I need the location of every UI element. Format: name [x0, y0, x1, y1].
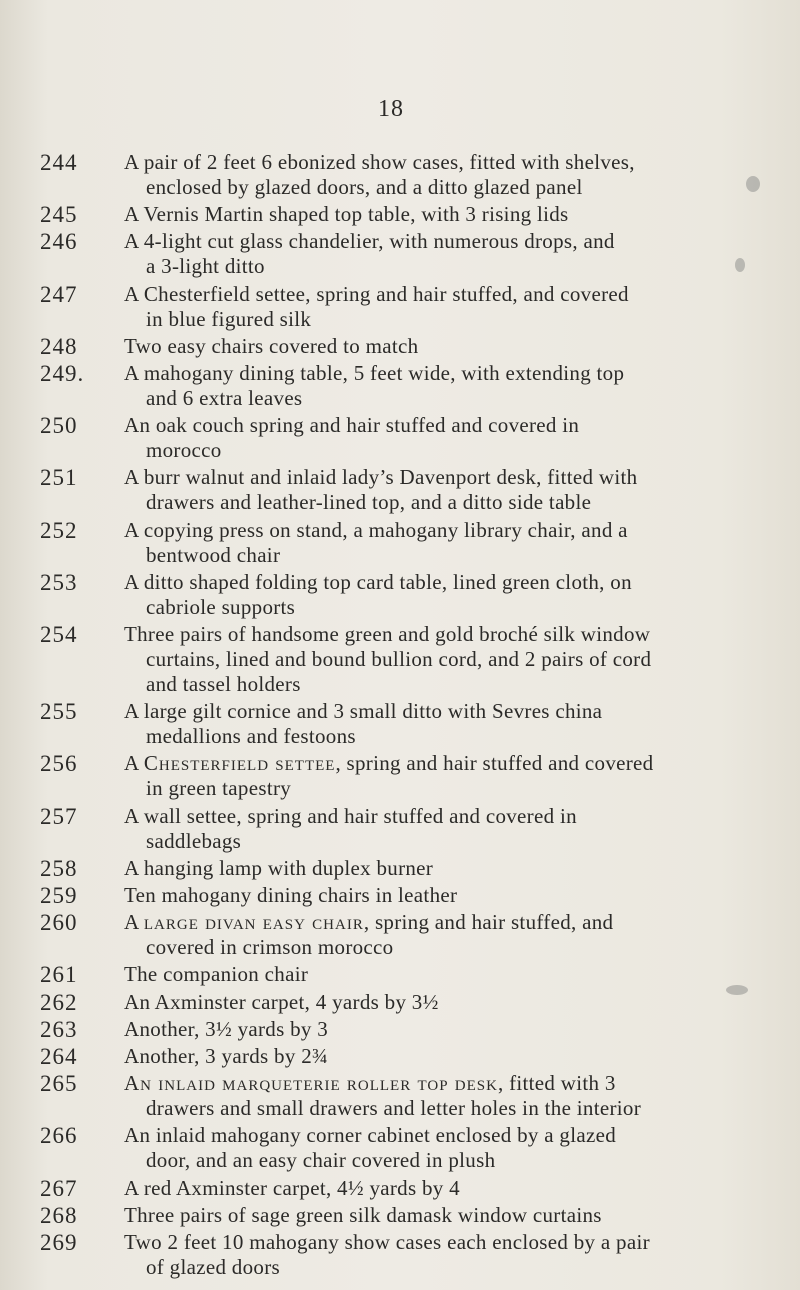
lot-number: 250: [40, 413, 78, 438]
lot-description-line: saddlebags: [146, 829, 242, 853]
lot-description: [124, 465, 684, 515]
lot-description-line: An inlaid mahogany corner cabinet enclosed by a glazed: [124, 1123, 617, 1147]
lot-description-line: bentwood chair: [146, 543, 281, 567]
lot-number: 251: [40, 465, 78, 490]
lot-description-line: door, and an easy chair covered in plush: [146, 1148, 496, 1172]
lot-description: [124, 518, 684, 568]
lot-number: 260: [40, 910, 78, 935]
lot-description: [124, 1044, 684, 1069]
page-number: 18: [378, 96, 404, 122]
lot-description: [124, 1017, 684, 1042]
lot-description-line: A copying press on stand, a mahogany library chair, and a: [124, 518, 628, 542]
lot-number: 247: [40, 282, 78, 307]
lot-description-line: covered in crimson morocco: [146, 935, 394, 959]
lot-number: 248: [40, 334, 78, 359]
lot-description: [124, 1203, 684, 1228]
lot-description: [124, 413, 684, 463]
lot-description: [124, 962, 684, 987]
lot-number: 245: [40, 202, 78, 227]
lot-description-line: curtains, lined and bound bullion cord, and 2 pairs of cord: [146, 647, 652, 671]
lot-description: [124, 883, 684, 908]
lot-description: [124, 804, 684, 854]
lot-number: 268: [40, 1203, 78, 1228]
lot-description-line: drawers and leather-lined top, and a ditto side table: [146, 490, 592, 514]
lot-description: [124, 990, 684, 1015]
lot-description-line: enclosed by glazed doors, and a ditto glazed panel: [146, 175, 583, 199]
lot-description: [124, 1176, 684, 1201]
lot-description-line: A Vernis Martin shaped top table, with 3 rising lids: [124, 202, 569, 226]
lot-description-line: medallions and festoons: [146, 724, 356, 748]
lot-description-line: and 6 extra leaves: [146, 386, 303, 410]
lot-description-line: A Chesterfield settee, spring and hair stuffed, and covered: [124, 282, 629, 306]
lot-description-line: Another, 3½ yards by 3: [124, 1017, 329, 1041]
lot-description-text: , fitted with 3: [497, 1071, 616, 1095]
lot-description-line: Two easy chairs covered to match: [124, 334, 419, 358]
lot-description: [124, 856, 684, 881]
lot-description-line: An oak couch spring and hair stuffed and covered in: [124, 413, 580, 437]
lot-description-line: of glazed doors: [146, 1255, 280, 1279]
lot-description-line: An Axminster carpet, 4 yards by 3½: [124, 990, 439, 1014]
lot-description: [124, 1123, 684, 1173]
lot-description: [124, 1071, 684, 1121]
lot-description-line: in green tapestry: [146, 776, 292, 800]
lot-number: 265: [40, 1071, 78, 1096]
lot-description-line: A wall settee, spring and hair stuffed and covered in: [124, 804, 577, 828]
lot-description-line: A burr walnut and inlaid lady’s Davenport desk, fitted with: [124, 465, 638, 489]
lot-description-line: A hanging lamp with duplex burner: [124, 856, 434, 880]
lot-number: 246: [40, 229, 78, 254]
lot-description-smallcaps: Chesterfield settee: [143, 751, 336, 775]
lot-description-line: Two 2 feet 10 mahogany show cases each enclosed by a pair: [124, 1230, 650, 1254]
lot-description-line: a 3-light ditto: [146, 254, 265, 278]
lot-description-line: cabriole supports: [146, 595, 296, 619]
lot-description-line: A 4-light cut glass chandelier, with numerous drops, and: [124, 229, 615, 253]
lot-number: 267: [40, 1176, 78, 1201]
lot-number: 269: [40, 1230, 78, 1255]
lot-description-smallcaps: large divan easy chair: [143, 910, 364, 934]
lot-number: 244: [40, 150, 78, 175]
lot-description-line: A ditto shaped folding top card table, lined green cloth, on: [124, 570, 632, 594]
lot-number: 258: [40, 856, 78, 881]
lot-number: 254: [40, 622, 78, 647]
lot-description: [124, 229, 684, 279]
lot-description: [124, 334, 684, 359]
lot-number: 255: [40, 699, 78, 724]
lot-number: 249.: [40, 361, 85, 386]
lot-description: [124, 282, 684, 332]
lot-description: [124, 1230, 684, 1280]
lot-number: 259: [40, 883, 78, 908]
lot-description: [124, 699, 684, 749]
lot-description-line: Three pairs of sage green silk damask window curtains: [124, 1203, 602, 1227]
lot-description-line: Ten mahogany dining chairs in leather: [124, 883, 458, 907]
lot-number: 266: [40, 1123, 78, 1148]
lot-description: [124, 361, 684, 411]
lot-number: 253: [40, 570, 78, 595]
paper-speck: [746, 176, 760, 192]
paper-speck: [735, 258, 745, 272]
lot-number: 256: [40, 751, 78, 776]
lot-description-line: A red Axminster carpet, 4½ yards by 4: [124, 1176, 460, 1200]
lot-description-line: in blue figured silk: [146, 307, 312, 331]
lot-description-line: morocco: [146, 438, 222, 462]
lot-description-line: The companion chair: [124, 962, 309, 986]
lot-description: [124, 150, 684, 200]
lot-description-text: A: [124, 910, 144, 934]
lot-description: [124, 910, 684, 960]
lot-description: [124, 751, 684, 801]
lot-description-line: A mahogany dining table, 5 feet wide, with extending top: [124, 361, 625, 385]
lot-description-line: Another, 3 yards by 2¾: [124, 1044, 329, 1068]
lot-description-line: A pair of 2 feet 6 ebonized show cases, fitted with shelves,: [124, 150, 635, 174]
paper-speck: [726, 985, 748, 995]
lot-description: [124, 202, 684, 227]
lot-description-line: drawers and small drawers and letter holes in the interior: [146, 1096, 641, 1120]
lot-description-text: , spring and hair stuffed, and: [363, 910, 614, 934]
lot-description-text: , spring and hair stuffed and covered: [335, 751, 654, 775]
lot-number: 261: [40, 962, 78, 987]
lot-description: [124, 622, 684, 697]
lot-description-text: A: [124, 751, 144, 775]
lot-number: 262: [40, 990, 78, 1015]
lot-number: 263: [40, 1017, 78, 1042]
lot-description-line: and tassel holders: [146, 672, 301, 696]
lot-description-smallcaps: An inlaid marqueterie roller top desk: [124, 1071, 498, 1095]
lot-number: 252: [40, 518, 78, 543]
lot-description-line: Three pairs of handsome green and gold broché silk window: [124, 622, 651, 646]
lot-description: [124, 570, 684, 620]
lot-number: 264: [40, 1044, 78, 1069]
lot-description-line: A large gilt cornice and 3 small ditto with Sevres china: [124, 699, 603, 723]
lot-number: 257: [40, 804, 78, 829]
